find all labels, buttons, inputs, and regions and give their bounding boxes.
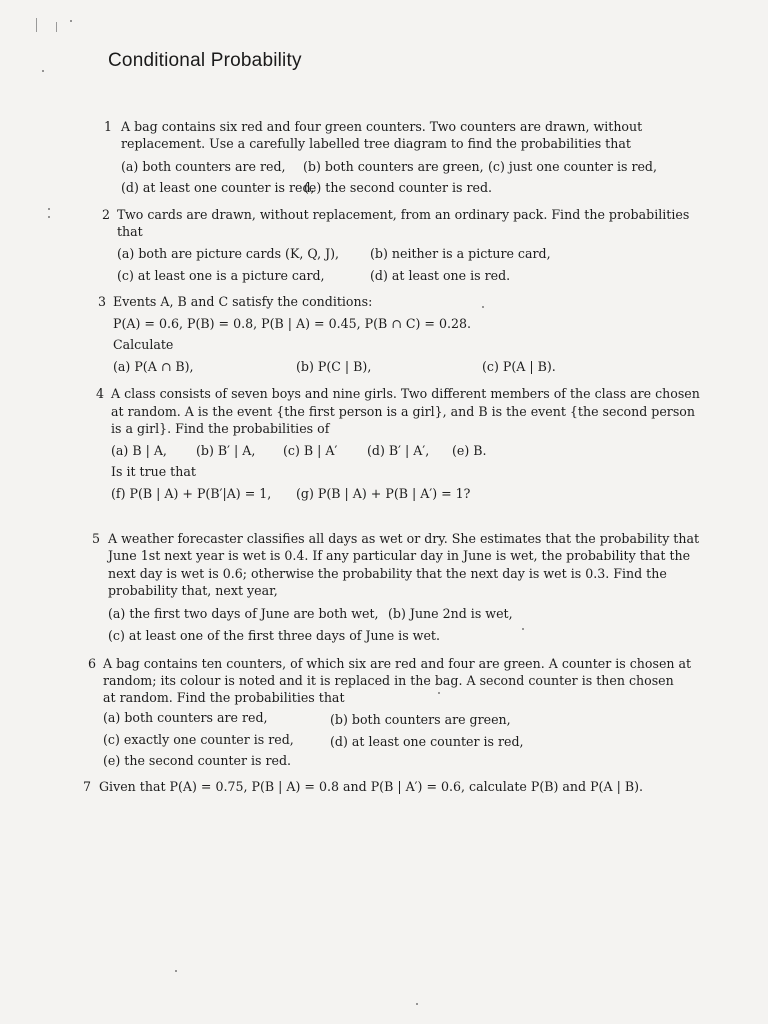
question-text-line: A bag contains six red and four green counters. Two counters are drawn, without — [121, 119, 643, 134]
part-a: (a) both counters are red, — [103, 710, 268, 725]
part-c: (c) at least one is a picture card, — [117, 268, 325, 283]
scan-mark — [56, 22, 57, 32]
scan-speck — [522, 628, 524, 630]
question-text-line: random; its colour is noted and it is replaced in the bag. A second counter is then chosen — [103, 673, 674, 688]
part-a: (a) P(A ∩ B), — [113, 359, 194, 374]
scan-speck — [42, 70, 44, 72]
question-text-line: Events A, B and C satisfy the conditions: — [113, 294, 373, 309]
part-d: (d) at least one is red. — [370, 268, 511, 283]
question-text-line: Calculate — [113, 337, 174, 352]
scan-mark — [36, 18, 37, 32]
question-text-line: A class consists of seven boys and nine girls. Two different members of the class are chosen — [111, 386, 700, 401]
scan-speck — [175, 970, 177, 972]
question-number: 1 — [104, 119, 113, 134]
part-c: (c) at least one of the first three days of June is wet. — [108, 628, 440, 643]
part-b: (b) neither is a picture card, — [370, 246, 551, 261]
question-number: 7 — [83, 779, 92, 794]
question-text-line: next day is wet is 0.6; otherwise the probability that the next day is wet is 0.3. Find the — [108, 566, 667, 581]
scan-speck — [438, 692, 440, 694]
part-b: (b) both counters are green, — [330, 712, 511, 727]
part-d: (d) B′ | A′, — [367, 443, 430, 458]
question-number: 2 — [102, 207, 111, 222]
part-e: (e) B. — [452, 443, 487, 458]
part-c: (c) B | A′ — [283, 443, 338, 458]
page-title: Conditional Probability — [108, 50, 302, 71]
part-a: (a) both counters are red, — [121, 159, 286, 174]
question-number: 3 — [98, 294, 107, 309]
part-c: (c) just one counter is red, — [488, 159, 658, 174]
part-b: (b) B′ | A, — [196, 443, 256, 458]
part-e: (e) the second counter is red. — [103, 753, 292, 768]
question-text-line: probability that, next year, — [108, 583, 278, 598]
part-g: (g) P(B | A) + P(B | A′) = 1? — [296, 486, 471, 501]
scan-speck — [70, 20, 72, 22]
part-d: (d) at least one counter is red, — [121, 180, 315, 195]
scan-speck — [48, 208, 50, 210]
question-number: 4 — [96, 386, 105, 401]
part-a: (a) B | A, — [111, 443, 167, 458]
question-text-line: A weather forecaster classifies all days as wet or dry. She estimates that the probability that — [108, 531, 700, 546]
question-text-line: is a girl}. Find the probabilities of — [111, 421, 330, 436]
part-b: (b) both counters are green, — [303, 159, 484, 174]
part-f: (f) P(B | A) + P(B′|A) = 1, — [111, 486, 272, 501]
question-text-line: at random. Find the probabilities that — [103, 690, 345, 705]
question-text-line: that — [117, 224, 143, 239]
question-text-line: Given that P(A) = 0.75, P(B | A) = 0.8 and P(B | A′) = 0.6, calculate P(B) and P(A | B). — [99, 779, 643, 794]
part-b: (b) June 2nd is wet, — [388, 606, 513, 621]
scan-speck — [48, 216, 50, 218]
question-number: 5 — [92, 531, 101, 546]
part-c: (c) P(A | B). — [482, 359, 556, 374]
conditions-line: P(A) = 0.6, P(B) = 0.8, P(B | A) = 0.45, P(B ∩ C) = 0.28. — [113, 316, 471, 331]
scan-speck — [416, 1003, 418, 1005]
question-text-line: replacement. Use a carefully labelled tree diagram to find the probabilities that — [121, 136, 631, 151]
question-number: 6 — [88, 656, 97, 671]
part-b: (b) P(C | B), — [296, 359, 372, 374]
part-d: (d) at least one counter is red, — [330, 734, 524, 749]
question-text-line: A bag contains ten counters, of which six are red and four are green. A counter is chosen at — [103, 656, 692, 671]
part-a: (a) the first two days of June are both wet, — [108, 606, 379, 621]
question-text-line: at random. A is the event {the first person is a girl}, and B is the event {the second person — [111, 404, 695, 419]
scan-speck — [482, 306, 484, 308]
part-a: (a) both are picture cards (K, Q, J), — [117, 246, 340, 261]
question-text-line: Two cards are drawn, without replacement, from an ordinary pack. Find the probabilities — [117, 207, 690, 222]
part-c: (c) exactly one counter is red, — [103, 732, 294, 747]
part-e: (e) the second counter is red. — [304, 180, 493, 195]
question-text-line: Is it true that — [111, 464, 196, 479]
question-text-line: June 1st next year is wet is 0.4. If any particular day in June is wet, the probability that the — [108, 548, 691, 563]
